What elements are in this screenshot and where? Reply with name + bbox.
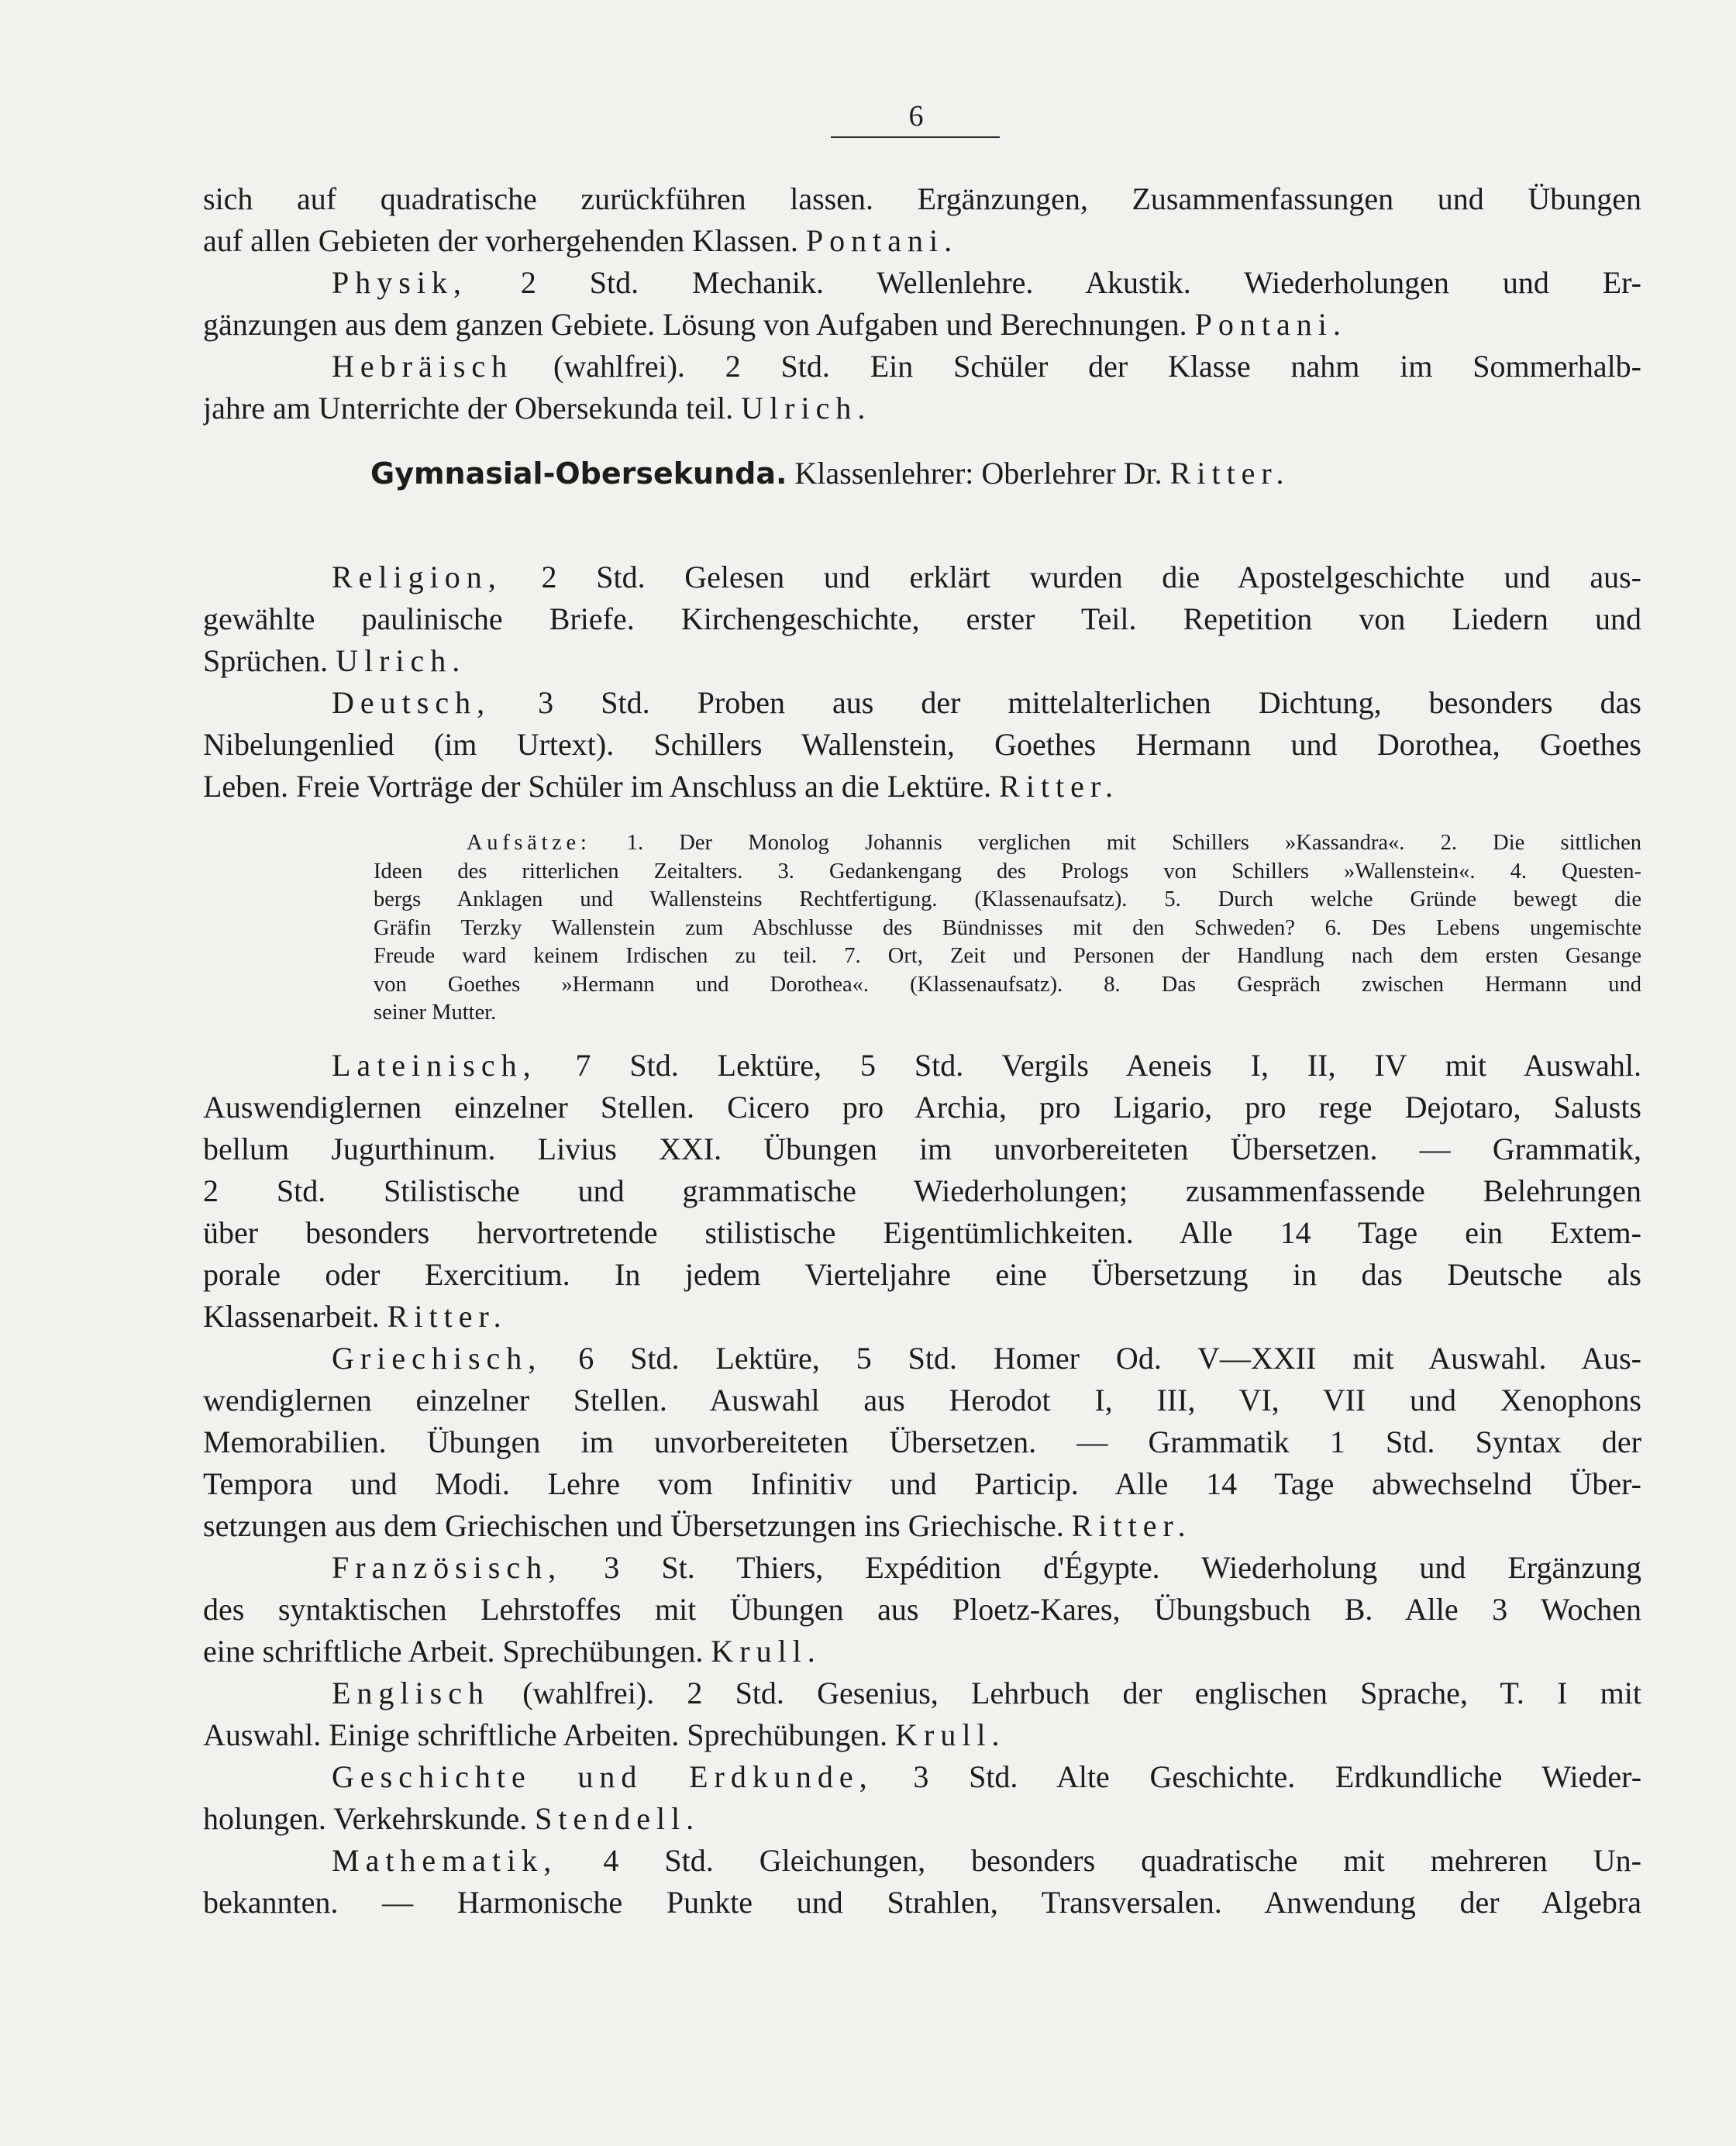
text-line: Aufsätze: 1. Der Monolog Johannis verglichen mit Schillers »Kassandra«. 2. Die sittlichen (467, 831, 1641, 855)
teacher-name: Ulrich. (741, 391, 872, 425)
text-line: Lateinisch, 7 Std. Lektüre, 5 Std. Vergils Aeneis I, II, IV mit Auswahl. (332, 1048, 1641, 1083)
englisch-paragraph (203, 1672, 1641, 1756)
page-number-rule (831, 136, 1000, 138)
text-line: Klassenarbeit. Ritter. (203, 1299, 508, 1334)
text-line: Sprüchen. Ulrich. (203, 643, 467, 678)
text-line: gewählte paulinische Briefe. Kirchengeschichte, erster Teil. Repetition von Liedern und (203, 601, 1641, 636)
text-line: Memorabilien. Übungen im unvorbereiteten Übersetzen. — Grammatik 1 Std. Syntax der (203, 1424, 1641, 1459)
text-line: sich auf quadratische zurückführen lassen. Ergänzungen, Zusammenfassungen und Übungen (203, 181, 1641, 216)
physik-paragraph (203, 262, 1641, 346)
subject-name: Religion, (332, 560, 502, 594)
teacher-name: Pontani. (1194, 307, 1347, 342)
text-line: Nibelungenlied (im Urtext). Schillers Wallenstein, Goethes Hermann und Dorothea, Goethes (203, 727, 1641, 762)
teacher-name: Krull. (711, 1634, 822, 1669)
text-line: Deutsch, 3 Std. Proben aus der mittelalterlichen Dichtung, besonders das (332, 685, 1641, 720)
text-line: des syntaktischen Lehrstoffes mit Übungen aus Ploetz-Kares, Übungsbuch B. Alle 3 Wochen (203, 1592, 1641, 1627)
text-line: Englisch (wahlfrei). 2 Std. Gesenius, Lehrbuch der englischen Sprache, T. I mit (332, 1676, 1641, 1710)
subject-name: Englisch (332, 1676, 490, 1710)
section-title: Gymnasial-Obersekunda. (370, 456, 787, 491)
text-line: wendiglernen einzelner Stellen. Auswahl aus Herodot I, III, VI, VII und Xenophons (203, 1383, 1641, 1417)
text-line: Mathematik, 4 Std. Gleichungen, besonders quadratische mit mehreren Un- (332, 1843, 1641, 1878)
text-line: Gräfin Terzky Wallenstein zum Abschlusse des Bündnisses mit den Schweden? 6. Des Lebens ungemischte (374, 915, 1641, 940)
text-line: Auswendiglernen einzelner Stellen. Cicero pro Archia, pro Ligario, pro rege Dejotaro, Salusts (203, 1090, 1641, 1125)
geschichte-paragraph (203, 1756, 1641, 1840)
text-line: 2 Std. Stilistische und grammatische Wiederholungen; zusammenfassende Belehrungen (203, 1173, 1641, 1208)
page-number: 6 (908, 100, 924, 133)
griechisch-paragraph (203, 1338, 1641, 1547)
aufsaetze-label: Aufsätze: (467, 831, 591, 855)
text-line: gänzungen aus dem ganzen Gebiete. Lösung von Aufgaben und Berechnungen. Pontani. (203, 307, 1347, 342)
subject-name: Geschichte und Erdkunde, (332, 1759, 873, 1794)
teacher-name: Stendell. (535, 1801, 701, 1836)
deutsch-paragraph (203, 682, 1641, 808)
text-line: setzungen aus dem Griechischen und Übersetzungen ins Griechische. Ritter. (203, 1508, 1192, 1543)
text-line: porale oder Exercitium. In jedem Vierteljahre eine Übersetzung in das Deutsche als (203, 1257, 1641, 1292)
teacher-name: Krull. (895, 1717, 1006, 1752)
teacher-name: Pontani. (805, 223, 959, 258)
teacher-name: Ritter. (999, 769, 1120, 804)
text-line: bergs Anklagen und Wallensteins Rechtfertigung. (Klassenaufsatz). 5. Durch welche Gründe bewegt die (374, 887, 1641, 911)
text-line: Geschichte und Erdkunde, 3 Std. Alte Geschichte. Erdkundliche Wieder- (332, 1759, 1641, 1794)
text-line: bellum Jugurthinum. Livius XXI. Übungen im unvorbereiteten Übersetzen. — Grammatik, (203, 1132, 1641, 1166)
subject-name: Deutsch, (332, 685, 491, 720)
text-line: Leben. Freie Vorträge der Schüler im Anschluss an die Lektüre. Ritter. (203, 769, 1120, 804)
subject-name: Lateinisch, (332, 1048, 537, 1083)
intro-paragraph (203, 178, 1641, 262)
subject-name: Französisch, (332, 1550, 563, 1585)
text-line: jahre am Unterrichte der Obersekunda teil. Ulrich. (203, 391, 872, 425)
text-line: Französisch, 3 St. Thiers, Expédition d'Égypte. Wiederholung und Ergänzung (332, 1550, 1641, 1585)
text-line: Physik, 2 Std. Mechanik. Wellenlehre. Akustik. Wiederholungen und Er- (332, 265, 1641, 300)
text-line: Freude ward keinem Irdischen zu teil. 7. Ort, Zeit und Personen der Handlung nach dem ersten Gesange (374, 944, 1641, 968)
text-line: Gymnasial-Obersekunda. Klassenlehrer: Oberlehrer Dr. Ritter. (370, 456, 1290, 491)
text-line: Ideen des ritterlichen Zeitalters. 3. Gedankengang des Prologs von Schillers »Wallenstein«. 4. Questen- (374, 859, 1641, 884)
text-line: auf allen Gebieten der vorhergehenden Klassen. Pontani. (203, 223, 959, 258)
text-line: Religion, 2 Std. Gelesen und erklärt wurden die Apostelgeschichte und aus- (332, 560, 1641, 594)
text-line: holungen. Verkehrskunde. Stendell. (203, 1801, 701, 1836)
teacher-name: Ritter. (1071, 1508, 1192, 1543)
class-heading (203, 453, 1641, 494)
text-line: eine schriftliche Arbeit. Sprechübungen. Krull. (203, 1634, 822, 1669)
subject-name: Physik, (332, 265, 467, 300)
text-line: Griechisch, 6 Std. Lektüre, 5 Std. Homer Od. V—XXII mit Auswahl. Aus- (332, 1341, 1641, 1376)
text-line: über besonders hervortretende stilistische Eigentümlichkeiten. Alle 14 Tage ein Extem- (203, 1215, 1641, 1250)
teacher-name: Ritter. (1169, 456, 1290, 491)
subject-name: Mathematik, (332, 1843, 558, 1878)
teacher-name: Ulrich. (336, 643, 467, 678)
subject-name: Griechisch, (332, 1341, 542, 1376)
teacher-name: Ritter. (387, 1299, 508, 1334)
mathematik-paragraph (203, 1840, 1641, 1924)
text-line: bekannten. — Harmonische Punkte und Strahlen, Transversalen. Anwendung der Algebra (203, 1885, 1641, 1920)
text-line: Hebräisch (wahlfrei). 2 Std. Ein Schüler der Klasse nahm im Sommerhalb- (332, 349, 1641, 384)
text-line: seiner Mutter. (374, 1001, 497, 1025)
text-line: Auswahl. Einige schriftliche Arbeiten. Sprechübungen. Krull. (203, 1717, 1006, 1752)
text-line: von Goethes »Hermann und Dorothea«. (Klassenaufsatz). 8. Das Gespräch zwischen Hermann und (374, 972, 1641, 997)
text-line: Tempora und Modi. Lehre vom Infinitiv und Particip. Alle 14 Tage abwechselnd Über- (203, 1466, 1641, 1501)
aufsaetze-block (374, 829, 1641, 1028)
hebraeisch-paragraph (203, 346, 1641, 429)
franzoesisch-paragraph (203, 1547, 1641, 1672)
religion-paragraph (203, 556, 1641, 682)
latein-paragraph (203, 1045, 1641, 1338)
subject-name: Hebräisch (332, 349, 514, 384)
